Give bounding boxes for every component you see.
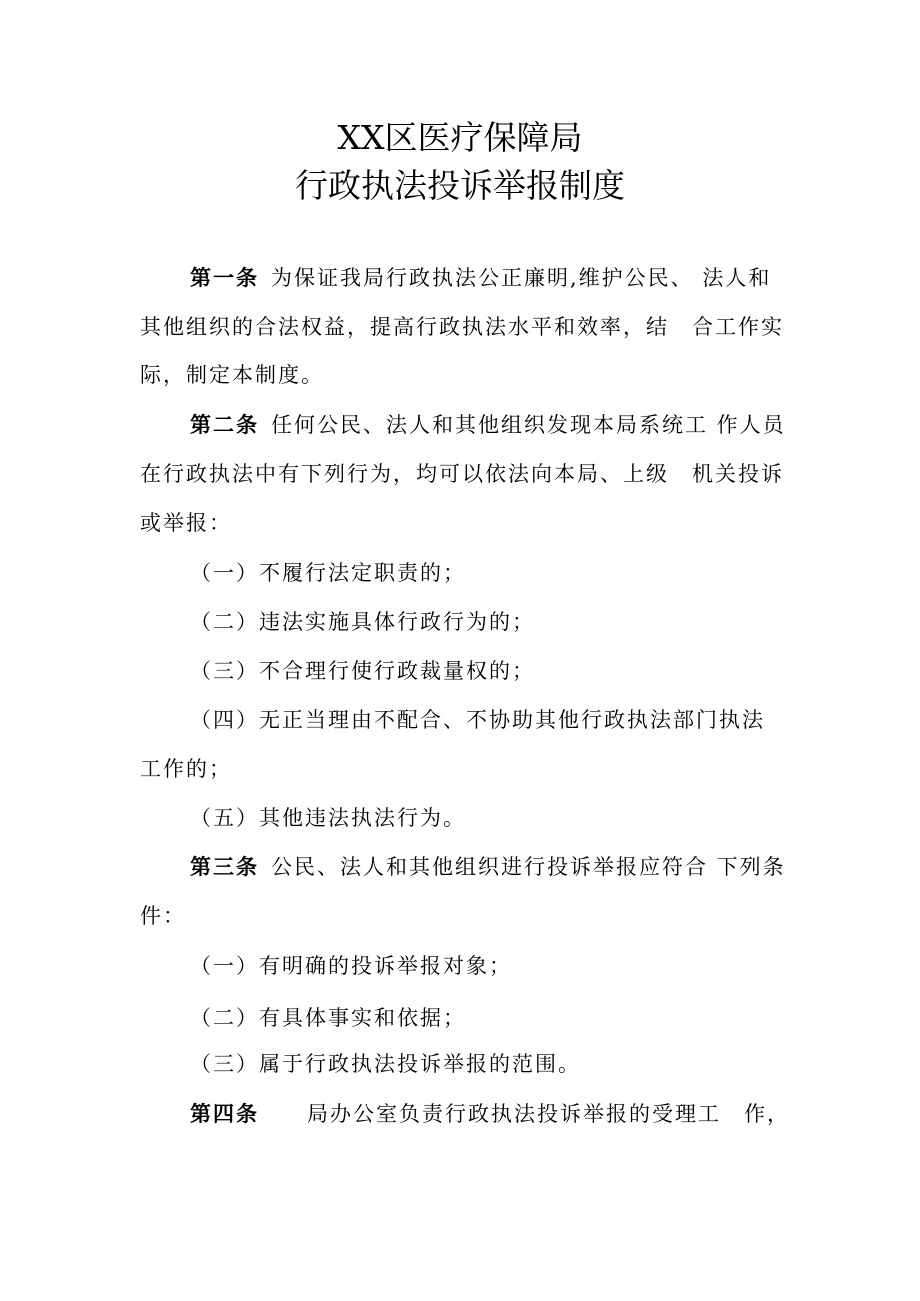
article3-first-line bbox=[190, 852, 786, 882]
article3-item-3: （三）属于行政执法投诉举报的范围。 bbox=[190, 1052, 581, 1076]
article1-text-line3: 际，制定本制度。 bbox=[140, 363, 324, 387]
article2-label: 第二条 bbox=[190, 412, 259, 437]
article1-label: 第一条 bbox=[190, 265, 259, 290]
article2-text-line3: 或举报： bbox=[140, 511, 232, 535]
article2-first-line bbox=[190, 410, 786, 440]
article1-text-line2: 其他组织的合法权益，提高行政执法水平和效率，结 合工作实 bbox=[140, 315, 784, 339]
article1-text-line1: 为保证我局行政执法公正廉明,维护公民、 法人和 bbox=[271, 266, 772, 290]
article2-item-3: （三）不合理行使行政裁量权的； bbox=[190, 659, 535, 683]
article2-item-4: （四）无正当理由不配合、不协助其他行政执法部门执法 bbox=[190, 708, 765, 732]
article2-item-1: （一）不履行法定职责的； bbox=[190, 561, 466, 585]
article3-item-1: （一）有明确的投诉举报对象； bbox=[190, 954, 512, 978]
article3-text-line2: 件： bbox=[140, 904, 186, 928]
article2-item-5: （五）其他违法执法行为。 bbox=[190, 806, 466, 830]
article2-item-4-continued: 工作的； bbox=[140, 757, 232, 781]
article3-text-line1: 公民、法人和其他组织进行投诉举报应符合 下列条 bbox=[271, 855, 786, 879]
article4-first-line bbox=[190, 1099, 790, 1129]
document-title-line2: 行政执法投诉举报制度 bbox=[295, 166, 625, 205]
article3-item-2: （二）有具体事实和依据； bbox=[190, 1006, 466, 1030]
article2-text-line2: 在行政执法中有下列行为，均可以依法向本局、上级 机关投诉 bbox=[140, 462, 784, 486]
article3-label: 第三条 bbox=[190, 854, 259, 879]
article4-text-line1: 局办公室负责行政执法投诉举报的受理工 作， bbox=[307, 1102, 790, 1126]
article1-first-line bbox=[190, 263, 771, 293]
article4-label: 第四条 bbox=[190, 1101, 259, 1126]
article2-item-2: （二）违法实施具体行政行为的； bbox=[190, 610, 535, 634]
document-title-line1: XX区医疗保障局 bbox=[337, 118, 583, 157]
article2-text-line1: 任何公民、法人和其他组织发现本局系统工 作人员 bbox=[271, 413, 786, 437]
